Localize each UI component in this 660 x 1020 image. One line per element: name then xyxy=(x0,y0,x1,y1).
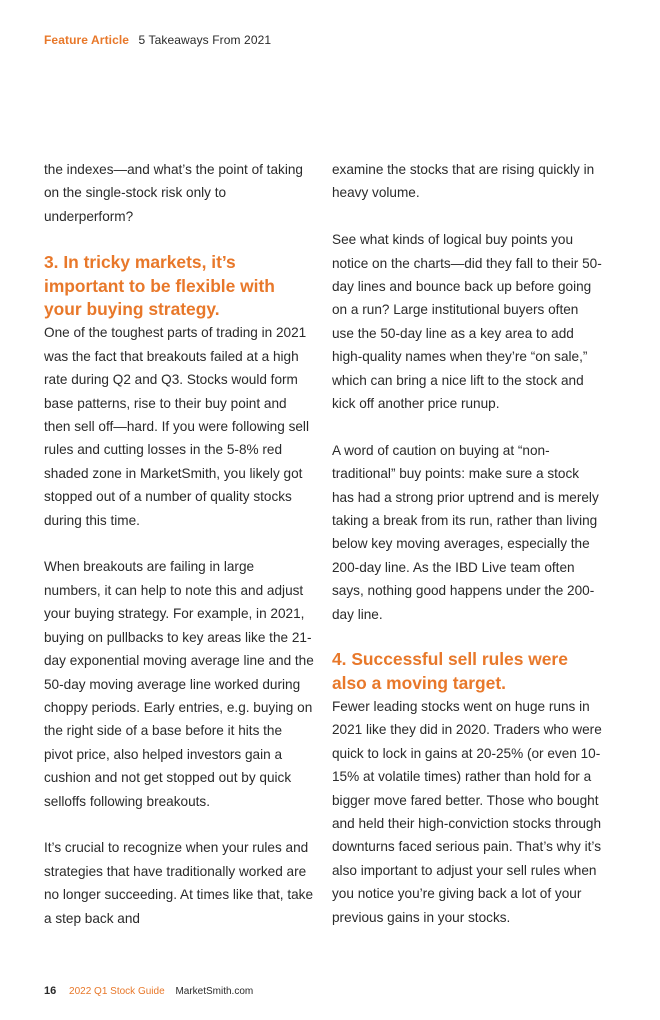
right-column xyxy=(332,158,602,929)
body-paragraph: A word of caution on buying at “non-traditional” buy points: make sure a stock has had a strong prior uptrend and is merely taking a break from its run, rather than living below key moving averages, especially the 200-day line. As the IBD Live team often says, nothing good happens under the 200-day line. xyxy=(332,442,599,622)
article-title: 5 Takeaways From 2021 xyxy=(138,33,272,47)
page-number: 16 xyxy=(44,985,57,997)
body-paragraph: examine the stocks that are rising quickly in heavy volume. xyxy=(332,162,595,201)
body-paragraph: It’s crucial to recognize when your rules and strategies that have traditionally worked are no longer succeeding. At times like that, take a step back and xyxy=(44,840,314,926)
left-column xyxy=(44,158,314,930)
running-header xyxy=(44,33,271,47)
guide-title: 2022 Q1 Stock Guide xyxy=(69,986,165,997)
body-paragraph: One of the toughest parts of trading in 2021 was the fact that breakouts failed at a high rate during Q2 and Q3. Stocks would form base patterns, rise to their buy point and then sell off—hard. If you were following sell rules and cutting losses in the 5-8% red shaded zone in MarketSmith, you likely got stopped out of a number of quality stocks during this time. xyxy=(44,325,309,528)
body-paragraph: See what kinds of logical buy points you notice on the charts—did they fall to their 50-day lines and bounce back up before going on a run? Large institutional buyers often use the 50-day line as a key area to add high-quality names when they’re “on sale,” which can bring a nice lift to the stock and kick off another price runup. xyxy=(332,232,602,412)
section-heading-3: 3. In tricky markets, it’s important to be flexible with your buying strategy. xyxy=(44,252,275,320)
section-heading-4: 4. Successful sell rules were also a moving target. xyxy=(332,649,568,693)
page-footer xyxy=(44,985,253,997)
site-link: MarketSmith.com xyxy=(175,986,254,997)
section-label: Feature Article xyxy=(44,33,130,47)
body-paragraph: Fewer leading stocks went on huge runs in 2021 like they did in 2020. Traders who were quick to lock in gains at 20-25% (or even 10-15% at volatile times) rather than hold for a bigger move fared better. Those who bought and held their high-conviction stocks through downturns faced serious pain. That’s why it’s also important to adjust your sell rules when you notice you’re giving back a lot of your previous gains in your stocks. xyxy=(332,698,602,925)
body-paragraph: the indexes—and what’s the point of taking on the single-stock risk only to underperform? xyxy=(44,162,303,224)
body-paragraph: When breakouts are failing in large numbers, it can help to note this and adjust your buying strategy. For example, in 2021, buying on pullbacks to key areas like the 21-day exponential moving average line and the 50-day moving average line worked during choppy periods. Early entries, e.g. buying on the right side of a base before it hits the pivot price, also helped investors gain a cushion and not get stopped out by quick selloffs following breakouts. xyxy=(44,559,314,809)
